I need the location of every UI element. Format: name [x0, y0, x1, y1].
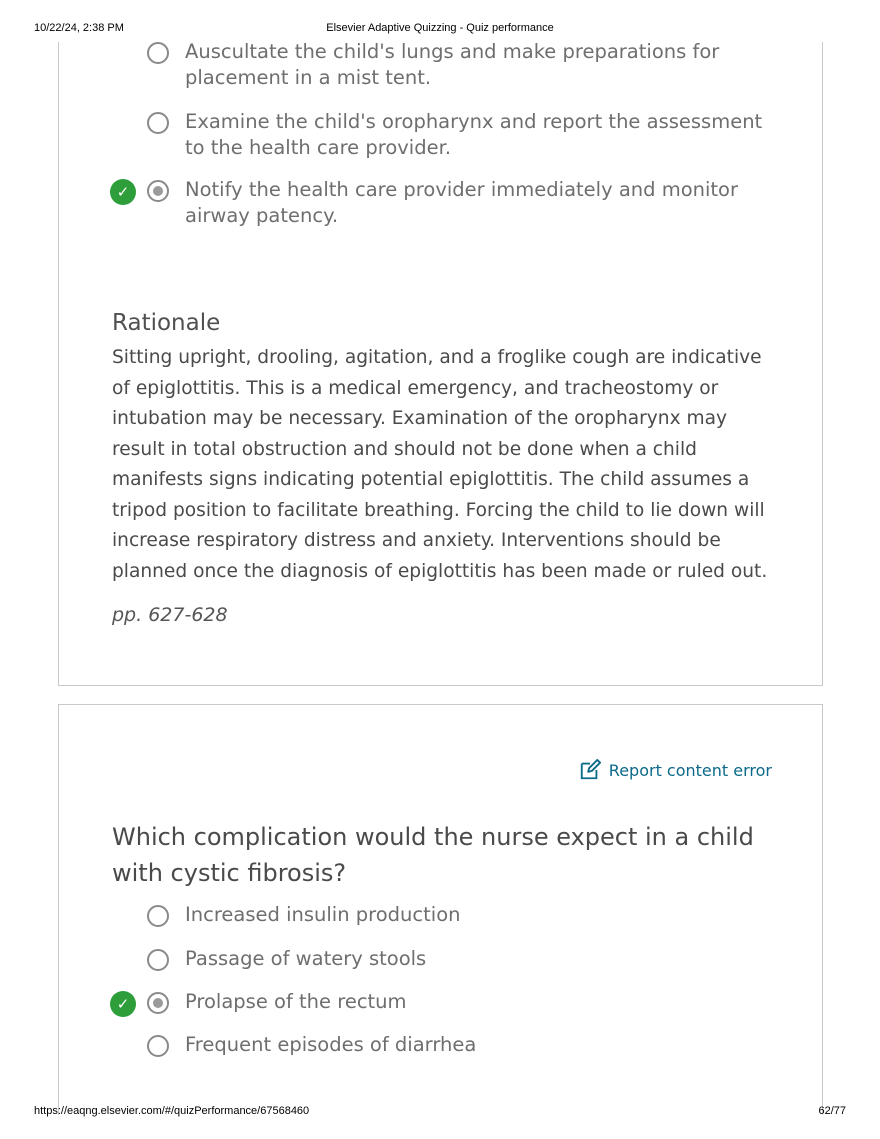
correct-check-icon: ✓	[110, 991, 136, 1017]
option-text: Frequent episodes of diarrhea	[185, 1033, 477, 1056]
radio-button[interactable]	[147, 112, 169, 134]
print-page-number: 62/77	[818, 1105, 846, 1117]
option-text: Increased insulin production	[185, 903, 461, 926]
print-datetime: 10/22/24, 2:38 PM	[34, 22, 124, 34]
radio-button-selected[interactable]	[147, 992, 169, 1014]
radio-button-selected[interactable]	[147, 180, 169, 202]
option-text: Passage of watery stools	[185, 947, 427, 970]
rationale-heading: Rationale	[112, 310, 221, 336]
print-title: Elsevier Adaptive Quizzing - Quiz performance	[326, 22, 554, 34]
report-content-error-link[interactable]	[579, 759, 772, 781]
edit-icon	[579, 759, 601, 781]
report-label: Report content error	[608, 760, 772, 780]
page-reference: pp. 627-628	[112, 604, 228, 626]
option-text: Notify the health care provider immediately and monitor airway patency.	[185, 178, 738, 227]
question-card-previous	[58, 42, 823, 686]
radio-button[interactable]	[147, 42, 169, 64]
option-text: Prolapse of the rectum	[185, 990, 407, 1013]
print-footer	[0, 1105, 880, 1119]
question-text: Which complication would the nurse expect in a child with cystic fibrosis?	[112, 823, 754, 887]
print-header	[0, 22, 880, 36]
option-text: Examine the child's oropharynx and report the assessment to the health care provider.	[185, 110, 763, 159]
radio-button[interactable]	[147, 1035, 169, 1057]
question-card	[58, 704, 823, 1115]
option-text: Auscultate the child's lungs and make preparations for placement in a mist tent.	[185, 40, 720, 89]
radio-button[interactable]	[147, 905, 169, 927]
correct-check-icon: ✓	[110, 179, 136, 205]
rationale-text: Sitting upright, drooling, agitation, and a froglike cough are indicative of epiglottitis. This is a medical emergency, and tracheostomy or intubation may be necessary. Examination of the oropharynx may result in total obstruction and should not be done when a child manifests signs indicating potential epiglottitis. The child assumes a tripod position to facilitate breathing. Forcing the child to lie down will increase respiratory distress and anxiety. Interventions should be planned once the diagnosis of epiglottitis has been made or ruled out.	[112, 347, 768, 582]
print-url: https://eaqng.elsevier.com/#/quizPerformance/67568460	[34, 1105, 310, 1117]
radio-button[interactable]	[147, 949, 169, 971]
